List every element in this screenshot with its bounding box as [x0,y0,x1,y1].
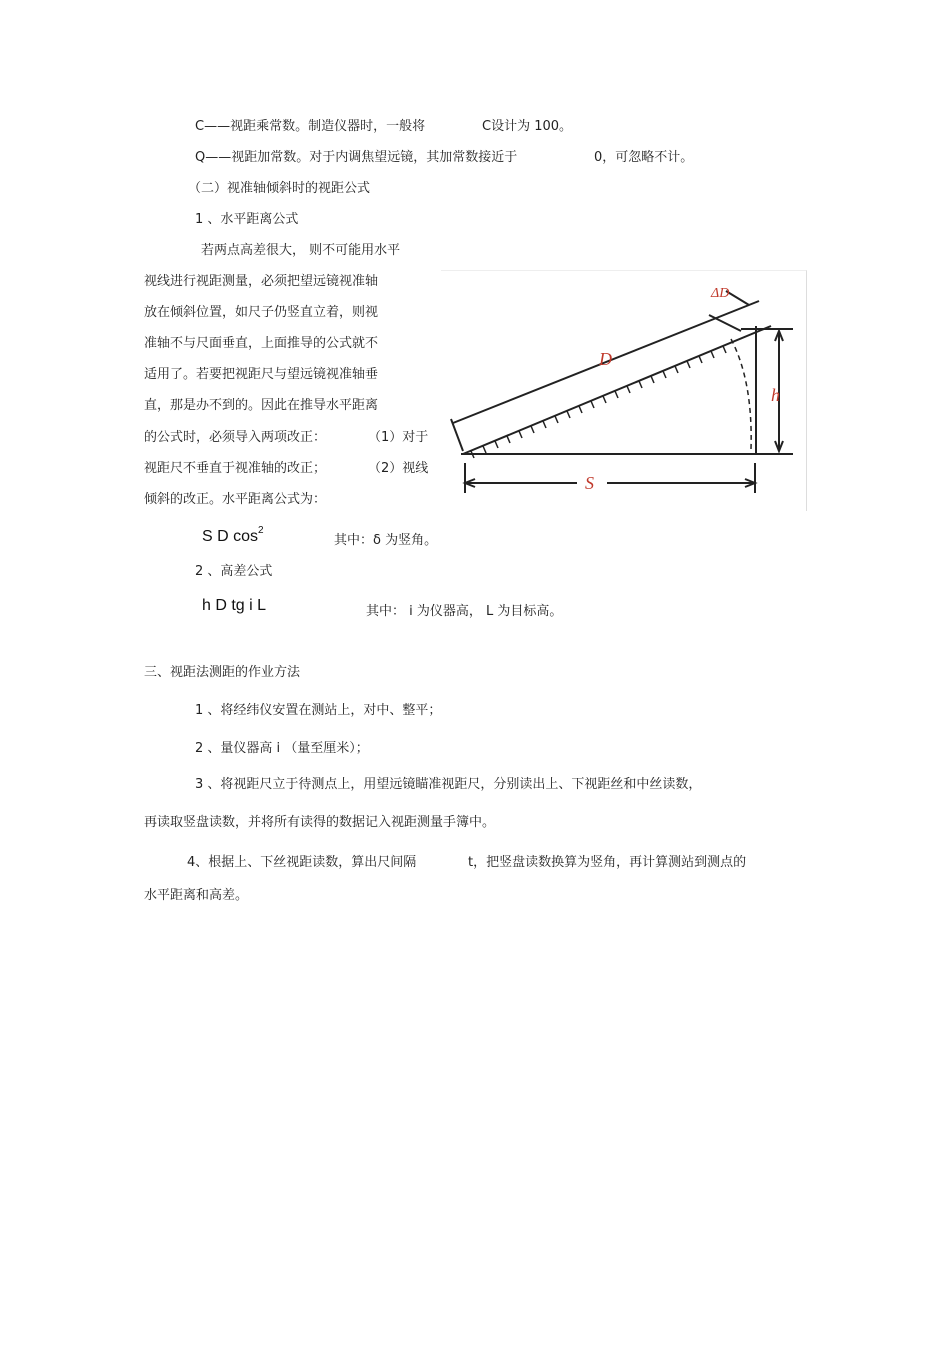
section-3-heading: 三、视距法测距的作业方法 [144,665,301,680]
item-2-heading: 2 、高差公式 [195,564,273,579]
c-definition-value: C设计为 100。 [482,119,573,134]
c-definition: C——视距乘常数。制造仪器时，一般将 [195,119,426,134]
step-3: 3 、将视距尺立于待测点上，用望远镜瞄准视距尺，分别读出上、下视距丝和中丝读数， [195,777,702,792]
formula-height-difference: h D tg i L [202,597,267,614]
q-definition-value: 0，可忽略不计。 [594,150,694,165]
paragraph-line: 适用了。若要把视距尺与望远镜视准轴垂 [144,367,379,382]
slope-line [463,326,771,454]
paragraph-line: 直，那是办不到的。因此在推导水平距离 [144,398,379,413]
dashed-arc [731,339,751,449]
label-d: D [599,349,612,369]
step-1: 1 、将经纬仪安置在测站上，对中、整平； [195,703,442,718]
formula-horizontal-distance: S D $\cos^2$ [202,525,264,545]
paragraph-line: 的公式时，必须导入两项改正： [144,430,327,445]
step-2: 2 、量仪器高 i （量至厘米）； [195,741,369,756]
label-s: S [585,473,594,493]
paragraph-line: 放在倾斜位置，如尺子仍竖直立着，则视 [144,305,379,320]
step-4-continued: 水平距离和高差。 [144,888,249,903]
formula-h-note: 其中： i 为仪器高， L 为目标高。 [366,604,563,619]
paragraph-line: 视距尺不垂直于视准轴的改正； [144,461,327,476]
paragraph-line: 准轴不与尺面垂直，上面推导的公式就不 [144,336,379,351]
step-4: 4、根据上、下丝视距读数，算出尺间隔 [187,855,417,870]
q-definition: Q——视距加常数。对于内调焦望远镜，其加常数接近于 [195,150,518,165]
paragraph-line: （2）视线 [368,461,429,476]
superscript-2: 2 [258,525,264,536]
inclined-sight-diagram [441,270,807,511]
paragraph-line: （1）对于 [368,430,429,445]
section-2-heading: （二）视准轴倾斜时的视距公式 [188,181,371,196]
item-1-heading: 1 、水平距离公式 [195,212,299,227]
paragraph-line: 若两点高差很大， 则不可能用水平 [201,243,401,258]
paragraph-line: 倾斜的改正。水平距离公式为： [144,492,327,507]
step-3-continued: 再读取竖盘读数，并将所有读得的数据记入视距测量手簿中。 [144,815,496,830]
label-delta-d: ΔD [711,286,730,301]
label-h: h [771,385,780,405]
step-4-rest: t，把竖盘读数换算为竖角，再计算测站到测点的 [468,855,747,870]
paragraph-line: 视线进行视距测量，必须把望远镜视准轴 [144,274,379,289]
formula-s-note: 其中：δ 为竖角。 [334,533,438,548]
